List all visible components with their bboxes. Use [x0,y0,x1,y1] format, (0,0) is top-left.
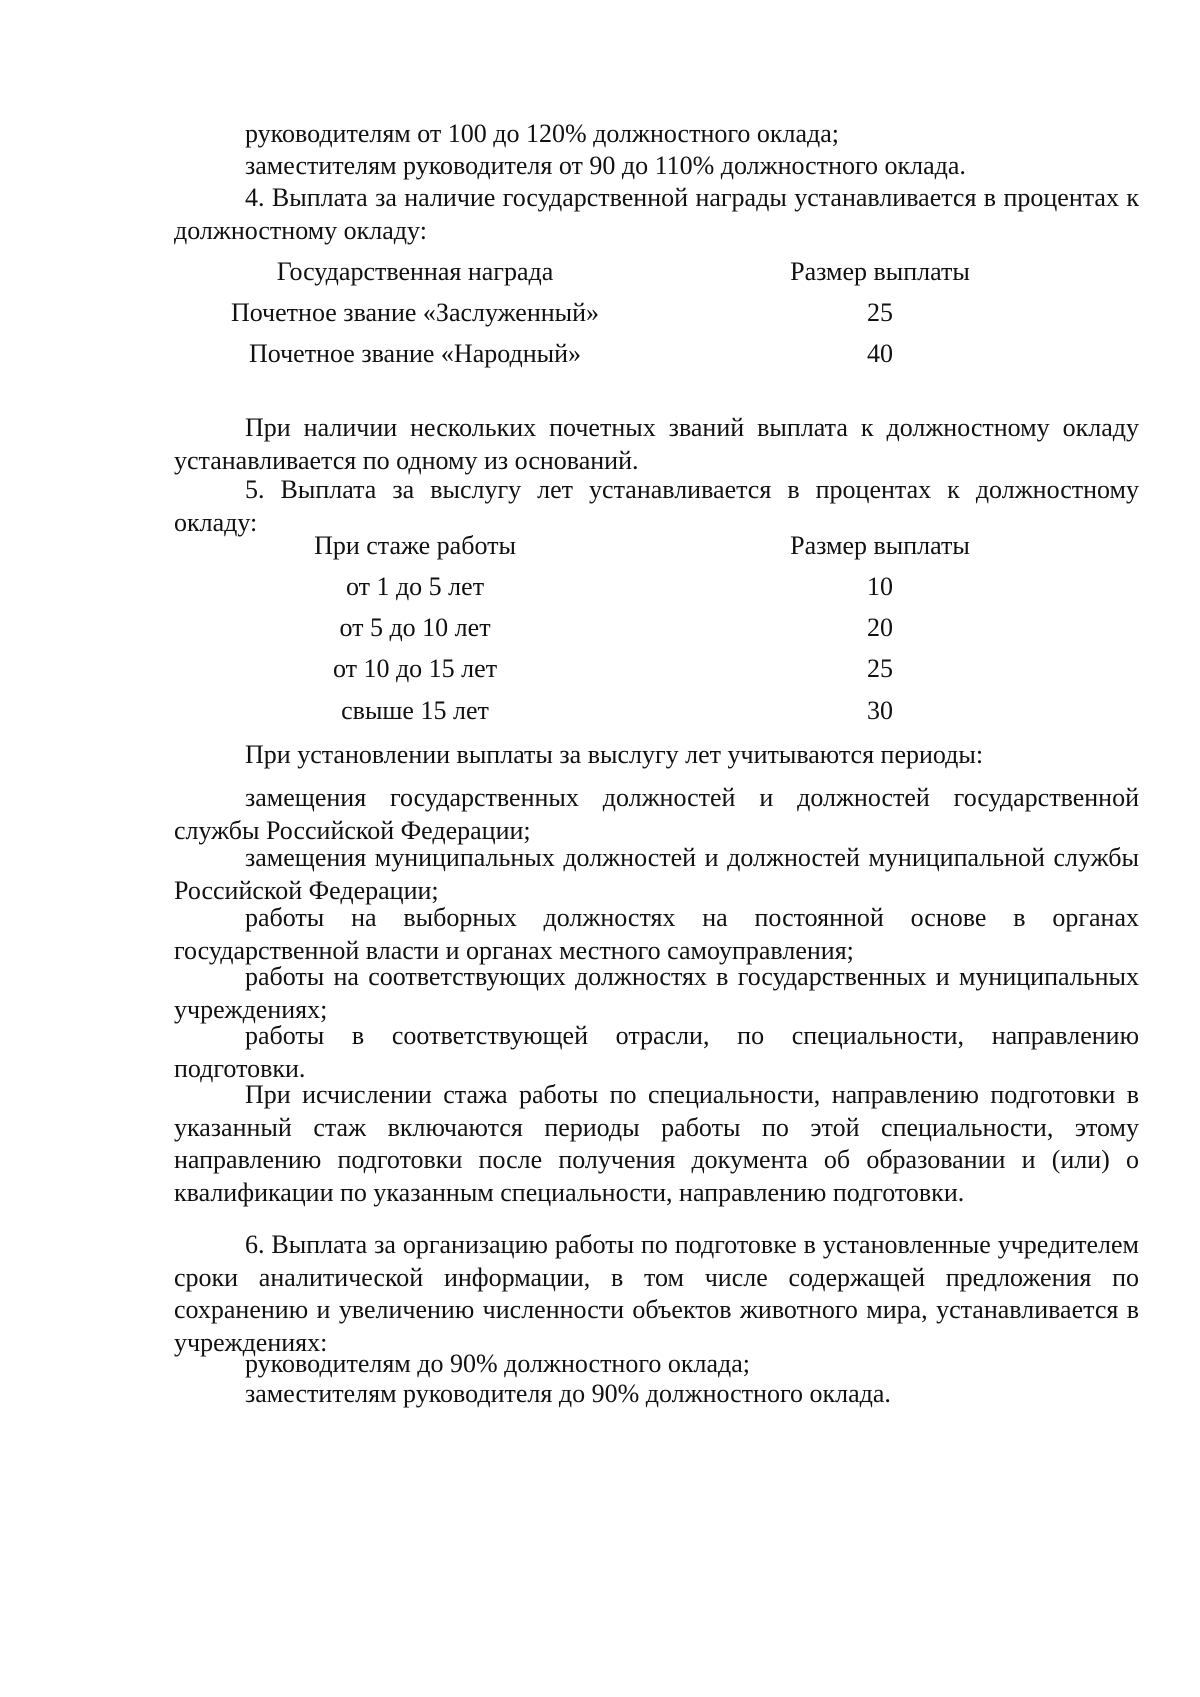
paragraph-heads-analytics: руководителям до 90% должностного оклада; [245,1349,750,1378]
seniority-header-period: При стаже работы [314,531,516,560]
awards-header-amount: Размер выплаты [790,257,970,286]
table-cell: 40 [867,339,893,368]
paragraph-elected-positions: работы на выборных должностях на постоянной основе в органах государственной власти и органах местного самоуправления; [174,903,1139,965]
table-cell: от 10 до 15 лет [332,654,498,683]
table-cell: Почетное звание «Заслуженный» [230,298,600,327]
paragraph-periods-intro: При установлении выплаты за выслугу лет учитываются периоды: [245,740,984,769]
table-cell: 30 [867,696,893,725]
table-cell: 10 [867,572,893,601]
table-cell: 25 [867,298,893,327]
table-cell: 25 [867,654,893,683]
paragraph-section-4: 4. Выплата за наличие государственной награды устанавливается в процентах к должностному окладу: [174,183,1139,245]
table-cell: 20 [867,613,893,642]
paragraph-state-service: замещения государственных должностей и должностей государственной службы Российской Федерации; [174,783,1139,845]
paragraph-section-6: 6. Выплата за организацию работы по подготовке в установленные учредителем сроки аналитической информации, в том числе содержащей предложения по сохранению и увеличению численности объектов животного мира, устанавливается в учреждениях: [174,1230,1139,1357]
paragraph-seniority-calculation: При исчислении стажа работы по специальности, направлению подготовки в указанный стаж включаются периоды работы по этой специальности, этому направлению подготовки после получения документа об образовании и (или) о квалификации по указанным специальности, направлению подготовки. [174,1080,1139,1207]
paragraph-municipal-service: замещения муниципальных должностей и должностей муниципальной службы Российской Федерации; [174,843,1139,905]
paragraph-deputies-rate: заместителям руководителя от 90 до 110% должностного оклада. [245,151,966,180]
paragraph-institutions: работы на соответствующих должностях в государственных и муниципальных учреждениях; [174,962,1139,1024]
paragraph-multiple-titles: При наличии нескольких почетных званий выплата к должностному окладу устанавливается по одному из оснований. [174,413,1139,475]
awards-header-award: Государственная награда [276,257,554,286]
seniority-header-amount: Размер выплаты [790,531,970,560]
paragraph-heads-rate: руководителям от 100 до 120% должностного оклада; [245,119,840,148]
table-cell: от 1 до 5 лет [345,572,485,601]
paragraph-deputies-analytics: заместителям руководителя до 90% должностного оклада. [245,1379,891,1408]
table-cell: Почетное звание «Народный» [248,339,582,368]
table-cell: свыше 15 лет [341,696,489,725]
table-cell: от 5 до 10 лет [339,613,491,642]
paragraph-section-5: 5. Выплата за выслугу лет устанавливается в процентах к должностному окладу: [174,475,1139,537]
paragraph-industry: работы в соответствующей отрасли, по специальности, направлению подготовки. [174,1021,1139,1083]
